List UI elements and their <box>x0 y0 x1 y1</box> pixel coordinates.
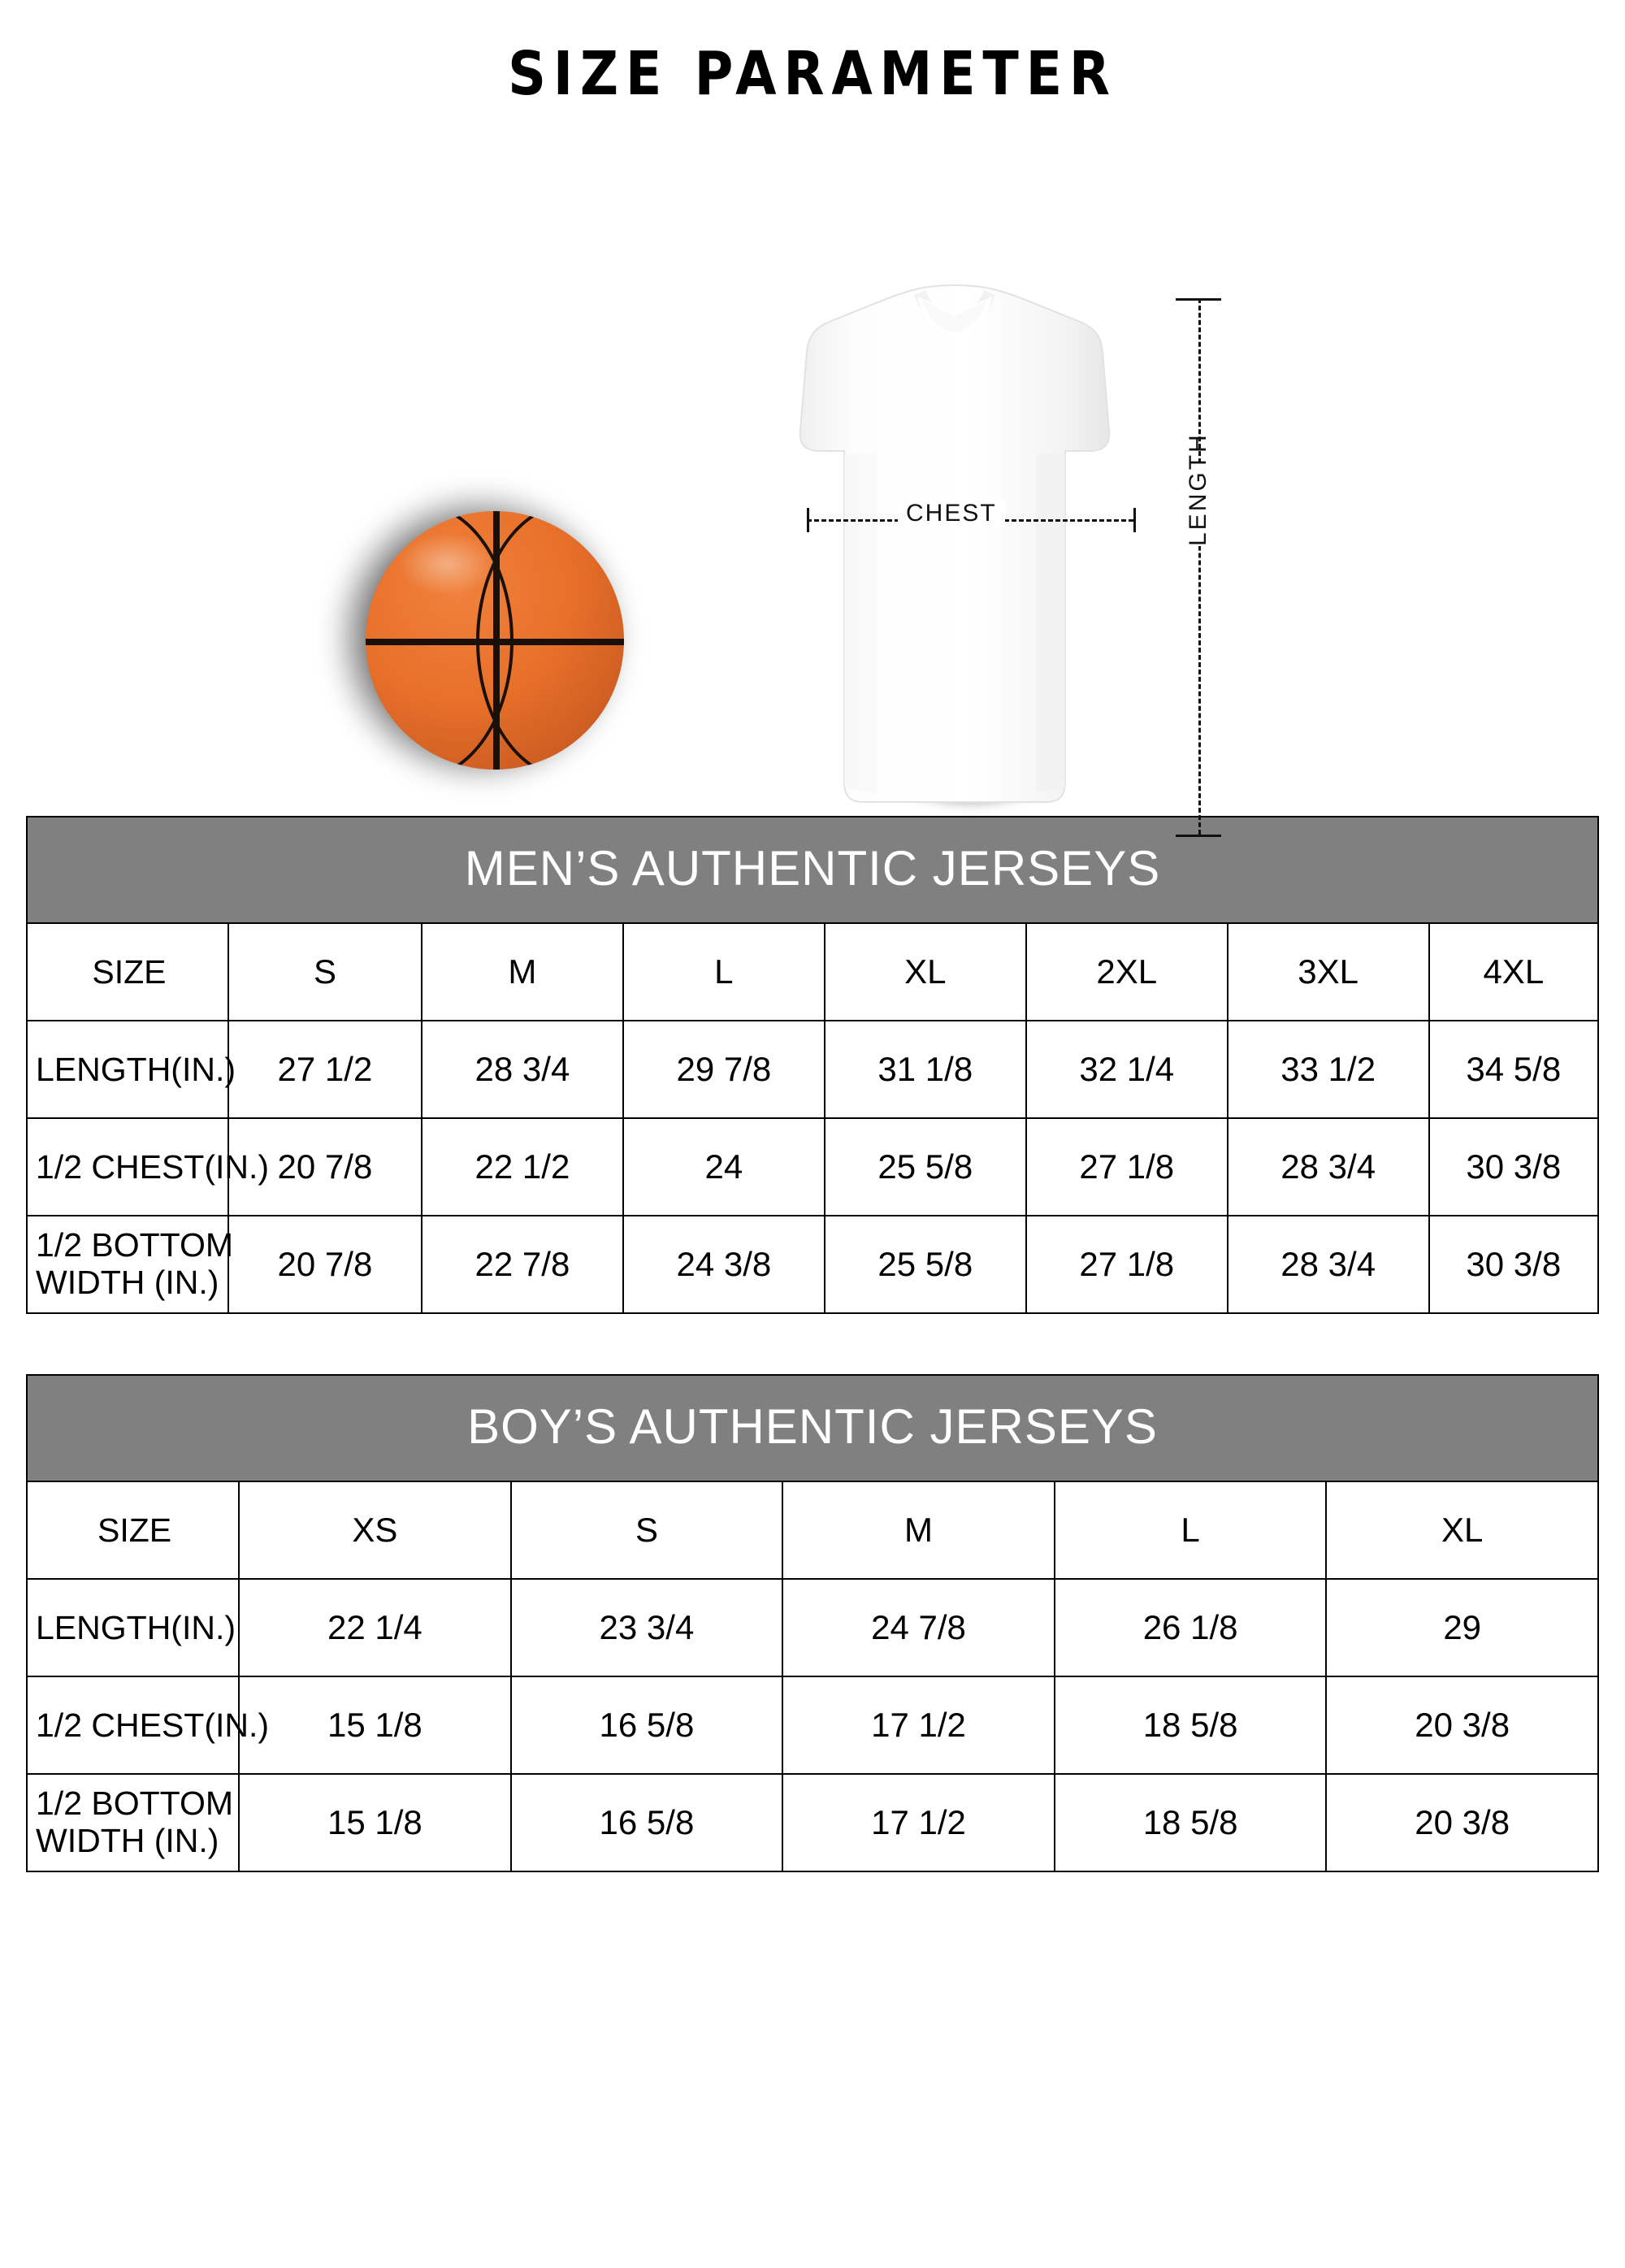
basketball-icon <box>325 483 634 791</box>
mens-length-l: 29 7/8 <box>623 1021 825 1118</box>
basketball-seam-curve-right <box>476 511 624 770</box>
mens-row-bottom-label-line2: WIDTH (IN.) <box>36 1264 219 1301</box>
mens-row-bottom-label-line1: 1/2 BOTTOM <box>36 1226 234 1264</box>
boys-row-length-label: LENGTH(IN.) <box>27 1579 239 1676</box>
mens-chest-s: 20 7/8 <box>228 1118 422 1216</box>
mens-col-2xl: 2XL <box>1026 923 1228 1021</box>
mens-bottom-2xl: 27 1/8 <box>1026 1216 1228 1313</box>
mens-chest-xl: 25 5/8 <box>825 1118 1026 1216</box>
mens-size-table-block <box>26 816 1599 1314</box>
mens-chest-2xl: 27 1/8 <box>1026 1118 1228 1216</box>
page-title: SIZE PARAMETER <box>508 39 1117 109</box>
table-row <box>27 1118 1598 1216</box>
table-row <box>27 1021 1598 1118</box>
mens-length-3xl: 33 1/2 <box>1228 1021 1429 1118</box>
boys-chest-xs: 15 1/8 <box>239 1676 511 1774</box>
mens-col-4xl: 4XL <box>1429 923 1598 1021</box>
table-row <box>27 1216 1598 1313</box>
table-row <box>27 923 1598 1021</box>
boys-bottom-xl: 20 3/8 <box>1326 1774 1598 1871</box>
jersey-icon <box>792 284 1117 820</box>
length-measure-line <box>1198 298 1201 835</box>
length-measure-label: LENGTH <box>1180 465 1217 546</box>
mens-table-header: MEN’S AUTHENTIC JERSEYS <box>26 816 1599 922</box>
mens-length-s: 27 1/2 <box>228 1021 422 1118</box>
mens-bottom-s: 20 7/8 <box>228 1216 422 1313</box>
chest-measure-cap-right <box>1133 508 1136 532</box>
mens-col-l: L <box>623 923 825 1021</box>
boys-col-m: M <box>782 1481 1055 1579</box>
basketball-graphic <box>366 511 624 770</box>
mens-bottom-l: 24 3/8 <box>623 1216 825 1313</box>
mens-row-bottom-label <box>27 1216 234 1313</box>
boys-bottom-xs: 15 1/8 <box>239 1774 511 1871</box>
mens-bottom-3xl: 28 3/4 <box>1228 1216 1429 1313</box>
boys-bottom-s: 16 5/8 <box>511 1774 783 1871</box>
mens-length-m: 28 3/4 <box>422 1021 623 1118</box>
basketball-highlight <box>398 532 496 596</box>
boys-chest-xl: 20 3/8 <box>1326 1676 1598 1774</box>
boys-length-m: 24 7/8 <box>782 1579 1055 1676</box>
boys-col-xs: XS <box>239 1481 511 1579</box>
mens-col-s: S <box>228 923 422 1021</box>
boys-size-table-block <box>26 1374 1599 1872</box>
mens-col-xl: XL <box>825 923 1026 1021</box>
boys-col-s: S <box>511 1481 783 1579</box>
table-row <box>27 1481 1598 1579</box>
boys-length-xl: 29 <box>1326 1579 1598 1676</box>
boys-bottom-l: 18 5/8 <box>1055 1774 1327 1871</box>
mens-row-length-label: LENGTH(IN.) <box>27 1021 228 1118</box>
length-measure-cap-top <box>1176 298 1221 301</box>
chest-measure-label: CHEST <box>898 500 1005 527</box>
mens-chest-m: 22 1/2 <box>422 1118 623 1216</box>
length-measure-cap-bottom <box>1176 835 1221 837</box>
boys-col-l: L <box>1055 1481 1327 1579</box>
boys-chest-s: 16 5/8 <box>511 1676 783 1774</box>
boys-length-s: 23 3/4 <box>511 1579 783 1676</box>
mens-col-3xl: 3XL <box>1228 923 1429 1021</box>
boys-row-bottom-label-line2: WIDTH (IN.) <box>36 1822 219 1859</box>
jersey-diagram <box>776 284 1211 865</box>
boys-row-bottom-label <box>27 1774 239 1871</box>
boys-length-l: 26 1/8 <box>1055 1579 1327 1676</box>
mens-row-chest-label: 1/2 CHEST(IN.) <box>27 1118 228 1216</box>
mens-chest-4xl: 30 3/8 <box>1429 1118 1598 1216</box>
boys-size-table <box>26 1481 1599 1872</box>
mens-size-table <box>26 922 1599 1314</box>
boys-bottom-m: 17 1/2 <box>782 1774 1055 1871</box>
mens-col-m: M <box>422 923 623 1021</box>
boys-col-size: SIZE <box>27 1481 239 1579</box>
boys-table-header: BOY’S AUTHENTIC JERSEYS <box>26 1374 1599 1481</box>
boys-length-xs: 22 1/4 <box>239 1579 511 1676</box>
boys-row-chest-label: 1/2 CHEST(IN.) <box>27 1676 239 1774</box>
mens-col-size: SIZE <box>27 923 228 1021</box>
mens-bottom-m: 22 7/8 <box>422 1216 623 1313</box>
mens-chest-l: 24 <box>623 1118 825 1216</box>
mens-length-xl: 31 1/8 <box>825 1021 1026 1118</box>
table-row <box>27 1579 1598 1676</box>
mens-bottom-4xl: 30 3/8 <box>1429 1216 1598 1313</box>
table-row <box>27 1774 1598 1871</box>
boys-chest-m: 17 1/2 <box>782 1676 1055 1774</box>
mens-length-2xl: 32 1/4 <box>1026 1021 1228 1118</box>
mens-length-4xl: 34 5/8 <box>1429 1021 1598 1118</box>
illustration-area <box>0 109 1625 816</box>
boys-row-bottom-label-line1: 1/2 BOTTOM <box>36 1784 234 1823</box>
mens-bottom-xl: 25 5/8 <box>825 1216 1026 1313</box>
boys-chest-l: 18 5/8 <box>1055 1676 1327 1774</box>
mens-chest-3xl: 28 3/4 <box>1228 1118 1429 1216</box>
boys-col-xl: XL <box>1326 1481 1598 1579</box>
table-row <box>27 1676 1598 1774</box>
chest-measure-cap-left <box>807 508 809 532</box>
